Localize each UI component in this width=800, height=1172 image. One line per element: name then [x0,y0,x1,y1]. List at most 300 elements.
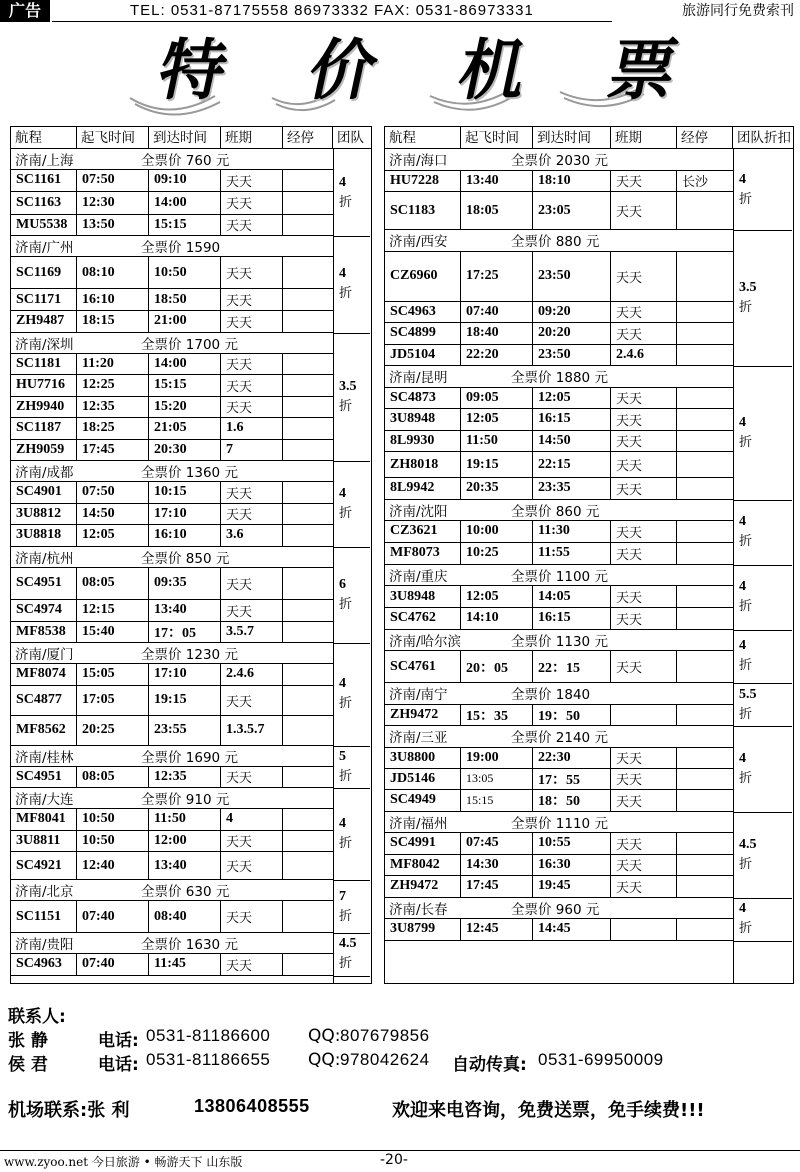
arrive-time: 22:30 [533,748,611,769]
flight-row [11,568,333,600]
schedule: 天天 [611,478,677,500]
contact-2-qq: 978042624 [340,1050,430,1069]
route-header [11,333,333,354]
route-price: 全票价 960 元 [511,901,600,918]
depart-time: 14:50 [77,504,149,526]
discount-unit: 折 [339,768,353,784]
title-char-4: 票 [601,31,685,109]
schedule: 4 [221,809,283,831]
discount-column-border [733,149,734,983]
depart-time: 16:10 [77,289,149,311]
depart-time: 08:10 [77,257,149,289]
group-discount [735,636,790,676]
group-discount [335,484,368,524]
schedule: 天天 [221,215,283,237]
discount-value: 4 [339,816,346,831]
depart-time: 17:25 [461,252,533,302]
flight-row [385,452,733,478]
group-discount [735,749,790,789]
depart-time: 07:45 [461,833,533,855]
schedule: 天天 [221,767,283,789]
discount-value: 3.5 [339,378,357,394]
route-price: 全票价 1130 元 [511,633,608,650]
stopover [283,215,333,237]
schedule: 2.4.6 [221,664,283,686]
flight-number: 3U8812 [11,504,77,526]
discount-column-border [333,149,334,983]
title-char-2: 价 [301,31,385,109]
depart-time: 20:35 [461,478,533,500]
flight-row [385,876,733,898]
arrive-time: 14:05 [533,586,611,608]
arrive-time: 14:00 [149,354,221,376]
flight-row [385,651,733,683]
schedule: 天天 [221,831,283,853]
group-separator [333,788,370,789]
flight-number: MF8538 [11,622,77,644]
schedule: 天天 [221,901,283,933]
depart-time: 12:05 [461,586,533,608]
discount-value: 4 [739,514,746,529]
fax-label: 自动传真: [452,1055,527,1075]
title-char-1: 特 [151,31,235,109]
flight-number: CZ3621 [385,521,461,543]
col-arrive: 到达时间 [533,127,611,149]
discount-unit: 折 [339,505,353,521]
flight-table-right [384,126,794,984]
discount-unit: 折 [739,770,753,786]
depart-time: 15:05 [77,664,149,686]
flight-row [385,478,733,500]
schedule: 天天 [221,289,283,311]
arrive-time: 16:15 [533,608,611,630]
arrive-time: 19:45 [533,876,611,898]
route-header [11,746,333,767]
arrive-time: 14:50 [533,431,611,453]
discount-unit: 折 [339,956,353,972]
depart-time: 13:05 [461,769,533,791]
flight-row [11,354,333,376]
group-discount [735,512,790,552]
fax-number: 0531-69950009 [538,1050,664,1069]
group-discount [335,887,368,927]
discount-value: 5 [339,748,346,764]
col-stop: 经停 [283,127,333,149]
flight-row [385,705,733,727]
depart-time: 12:05 [461,409,533,431]
depart-time: 15:40 [77,622,149,644]
arrive-time: 22:15 [533,452,611,478]
flight-row [11,440,333,462]
flight-row [11,767,333,789]
flight-number: MF8073 [385,543,461,565]
group-separator [333,236,370,237]
discount-unit: 折 [739,706,753,722]
flight-row [11,600,333,622]
flight-row [385,345,733,367]
arrive-time: 23:50 [533,345,611,367]
flight-number: HU7716 [11,375,77,397]
route-name: 济南/沈阳 [389,503,448,520]
flight-row [11,289,333,311]
schedule: 天天 [611,431,677,453]
flight-number: ZH9487 [11,311,77,333]
depart-time: 08:05 [77,767,149,789]
group-discount [335,173,368,213]
stopover [283,600,333,622]
depart-time: 07:40 [77,901,149,933]
schedule: 天天 [611,586,677,608]
route-name: 济南/深圳 [15,336,74,353]
group-separator [333,643,370,644]
schedule [611,705,677,727]
route-header [385,366,733,388]
route-price: 全票价 1590 [141,240,221,256]
discount-unit: 折 [739,300,753,315]
flight-number: MF8074 [11,664,77,686]
header-underline [52,21,612,22]
stopover [283,482,333,504]
discount-value: 4 [339,266,346,282]
arrive-time: 18：50 [533,790,611,812]
discount-unit: 折 [339,398,353,414]
route-price: 全票价 630 元 [141,884,230,900]
discount-unit: 折 [739,434,753,450]
contact-1-qq-label: QQ: [308,1026,341,1046]
flight-row [385,431,733,453]
stopover [283,954,333,976]
depart-time: 12:05 [77,525,149,547]
stopover [283,901,333,933]
flight-number: ZH8018 [385,452,461,478]
arrive-time: 09:10 [149,170,221,192]
flight-row [11,831,333,853]
flight-number: SC4963 [11,954,77,976]
group-discount [735,577,790,617]
route-price: 全票价 2030 元 [511,153,608,170]
footer-divider [0,1150,800,1151]
route-price: 全票价 860 元 [511,503,600,520]
schedule: 天天 [611,302,677,324]
stopover [677,543,733,565]
route-name: 济南/大连 [15,792,74,808]
depart-time: 12:25 [77,375,149,397]
flight-number: MU5538 [11,215,77,237]
group-discount [735,278,790,318]
group-discount [335,814,368,854]
depart-time: 18:05 [461,192,533,230]
arrive-time: 12:00 [149,831,221,853]
arrive-time: 13:40 [149,852,221,880]
discount-value: 6 [339,576,346,592]
depart-time: 13:50 [77,215,149,237]
route-name: 济南/长春 [389,901,448,918]
route-header [11,236,333,257]
arrive-time: 23:55 [149,716,221,746]
flight-row [385,323,733,345]
route-header [11,933,333,954]
arrive-time: 23:35 [533,478,611,500]
group-separator [733,630,792,631]
discount-unit: 折 [339,286,353,302]
flight-number: SC4963 [385,302,461,324]
flight-number: SC4762 [385,608,461,630]
header-contact: TEL: 0531-87175558 86973332 FAX: 0531-86973331 [130,2,534,19]
arrive-time: 17:10 [149,504,221,526]
group-discount [335,264,368,304]
ad-badge: 广告 [0,0,50,22]
depart-time: 17:45 [461,876,533,898]
discount-value: 4 [739,638,746,654]
discount-value: 4 [739,414,746,430]
stopover [283,525,333,547]
route-header [385,630,733,652]
discount-value: 4.5 [339,936,357,952]
group-discount [335,674,368,714]
route-header [11,880,333,901]
flight-row [11,852,333,880]
flight-number: JD5146 [385,769,461,791]
flight-row [11,397,333,419]
route-name: 济南/杭州 [15,550,74,567]
depart-time: 12:15 [77,600,149,622]
discount-unit: 折 [339,596,353,612]
flight-row [11,954,333,976]
schedule: 2.4.6 [611,345,677,367]
stopover [677,790,733,812]
route-price: 全票价 1700 元 [141,336,238,353]
route-name: 济南/北京 [15,884,74,900]
flight-number: 3U8799 [385,919,461,941]
route-name: 济南/海口 [389,153,448,170]
depart-time: 12:35 [77,397,149,419]
depart-time: 07:40 [461,302,533,324]
flight-number: 3U8800 [385,748,461,769]
col-depart: 起飞时间 [461,127,533,149]
flight-number: SC1169 [11,257,77,289]
discount-unit: 折 [739,856,753,872]
header-tagline: 旅游同行免费索刊 [682,3,794,19]
flight-number: 3U8818 [11,525,77,547]
flight-number: SC1171 [11,289,77,311]
route-price: 全票价 910 元 [141,792,230,808]
flight-number: SC4877 [11,686,77,716]
stopover: 长沙 [677,171,733,193]
flight-number: MF8042 [385,855,461,877]
schedule: 天天 [221,354,283,376]
flight-number: SC1187 [11,418,77,440]
route-name: 济南/西安 [389,234,448,251]
group-discount [335,747,368,787]
stopover [283,440,333,462]
schedule: 天天 [611,833,677,855]
flight-number: SC1163 [11,192,77,215]
flight-number: SC4921 [11,852,77,880]
schedule [611,919,677,941]
group-discount [335,377,368,417]
stopover [677,833,733,855]
website-strip: www.zyoo.net 今日旅游 • 畅游天下 山东版 [4,1155,243,1169]
depart-time: 17:05 [77,686,149,716]
arrive-time: 10:50 [149,257,221,289]
group-separator [733,812,792,813]
col-discount: 团队 [337,130,364,146]
schedule: 3.5.7 [221,622,283,644]
route-name: 济南/哈尔滨 [389,633,462,650]
discount-value: 4 [339,485,346,501]
arrive-time: 19:15 [149,686,221,716]
flight-row [385,586,733,608]
flight-row [11,504,333,526]
schedule: 天天 [611,521,677,543]
flight-row [11,809,333,831]
flight-row [11,664,333,686]
depart-time: 20：05 [461,651,533,683]
route-price: 全票价 1100 元 [511,568,608,585]
contact-2-phone-label: 电话: [98,1055,139,1075]
discount-unit: 折 [739,599,753,614]
flight-number: ZH9472 [385,876,461,898]
schedule: 天天 [611,388,677,410]
flight-number: SC4899 [385,323,461,345]
route-header [385,500,733,522]
stopover [677,919,733,941]
flight-number: SC1183 [385,192,461,230]
depart-time: 07:50 [77,482,149,504]
arrive-time: 16:15 [533,409,611,431]
route-name: 济南/厦门 [15,647,74,663]
schedule: 天天 [611,323,677,345]
flight-row [385,302,733,324]
schedule: 天天 [611,452,677,478]
depart-time: 09:05 [461,388,533,410]
flight-number: SC4991 [385,833,461,855]
discount-value: 4 [339,676,346,692]
route-header [11,149,333,170]
route-name: 济南/重庆 [389,568,448,585]
route-price: 全票价 1360 元 [141,465,238,481]
contact-1-phone-label: 电话: [98,1031,139,1051]
stopover [677,521,733,543]
col-stop: 经停 [677,127,733,149]
arrive-time: 21:00 [149,311,221,333]
arrive-time: 16:10 [149,525,221,547]
flight-row [385,769,733,791]
flight-row [385,543,733,565]
schedule: 1.3.5.7 [221,716,283,746]
schedule: 天天 [221,311,283,333]
stopover [677,452,733,478]
table-header-right [385,127,793,149]
contacts-label: 联系人: [8,1007,66,1027]
flight-number: ZH9059 [11,440,77,462]
arrive-time: 11:55 [533,543,611,565]
route-price: 全票价 1630 元 [141,937,238,953]
flight-row [11,525,333,547]
flight-number: SC1181 [11,354,77,376]
schedule: 天天 [221,192,283,215]
depart-time: 13:40 [461,171,533,193]
arrive-time: 13:40 [149,600,221,622]
flight-row [11,622,333,644]
arrive-time: 20:20 [533,323,611,345]
depart-time: 07:50 [77,170,149,192]
title-char-3: 机 [451,31,535,109]
stopover [677,345,733,367]
stopover [677,478,733,500]
route-header [385,898,733,920]
route-header [11,547,333,568]
page-title [0,26,800,126]
arrive-time: 20:30 [149,440,221,462]
arrive-time: 16:30 [533,855,611,877]
schedule: 天天 [221,686,283,716]
flight-row [385,790,733,812]
flight-row [11,170,333,192]
flight-number: 8L9942 [385,478,461,500]
stopover [283,622,333,644]
flight-number: ZH9940 [11,397,77,419]
depart-time: 18:15 [77,311,149,333]
stopover [283,568,333,600]
arrive-time: 23:50 [533,252,611,302]
col-schedule: 班期 [611,127,677,149]
flight-number: HU7228 [385,171,461,193]
arrive-time: 08:40 [149,901,221,933]
arrive-time: 15:20 [149,397,221,419]
stopover [677,876,733,898]
schedule: 7 [221,440,283,462]
stopover [677,302,733,324]
route-price: 全票价 760 元 [141,153,230,169]
depart-time: 19:00 [461,748,533,769]
discount-value: 5.5 [739,686,757,702]
arrive-time: 10:55 [533,833,611,855]
route-header [385,726,733,748]
slogan: 欢迎来电咨询，免费送票，免手续费!!! [392,1100,705,1121]
depart-time: 10:50 [77,809,149,831]
route-price: 全票价 880 元 [511,234,600,251]
stopover [677,748,733,769]
contact-1-name: 张 静 [8,1031,48,1051]
route-price: 全票价 1230 元 [141,647,238,663]
schedule: 天天 [221,482,283,504]
flight-number: 8L9930 [385,431,461,453]
route-price: 全票价 1840 [511,687,591,704]
flight-row [11,257,333,289]
schedule: 1.6 [221,418,283,440]
route-name: 济南/上海 [15,153,74,169]
stopover [283,418,333,440]
route-header [385,230,733,252]
depart-time: 11:50 [461,431,533,453]
arrive-time: 10:15 [149,482,221,504]
flight-number: SC4901 [11,482,77,504]
group-separator [733,366,792,367]
stopover [677,192,733,230]
arrive-time: 12:05 [533,388,611,410]
arrive-time: 18:50 [149,289,221,311]
flight-row [385,919,733,941]
contact-1-qq: 807679856 [340,1026,430,1045]
arrive-time: 22：15 [533,651,611,683]
schedule: 天天 [221,397,283,419]
group-discount [335,575,368,615]
group-separator [733,230,792,231]
depart-time: 07:40 [77,954,149,976]
flight-row [11,215,333,237]
flight-row [11,418,333,440]
